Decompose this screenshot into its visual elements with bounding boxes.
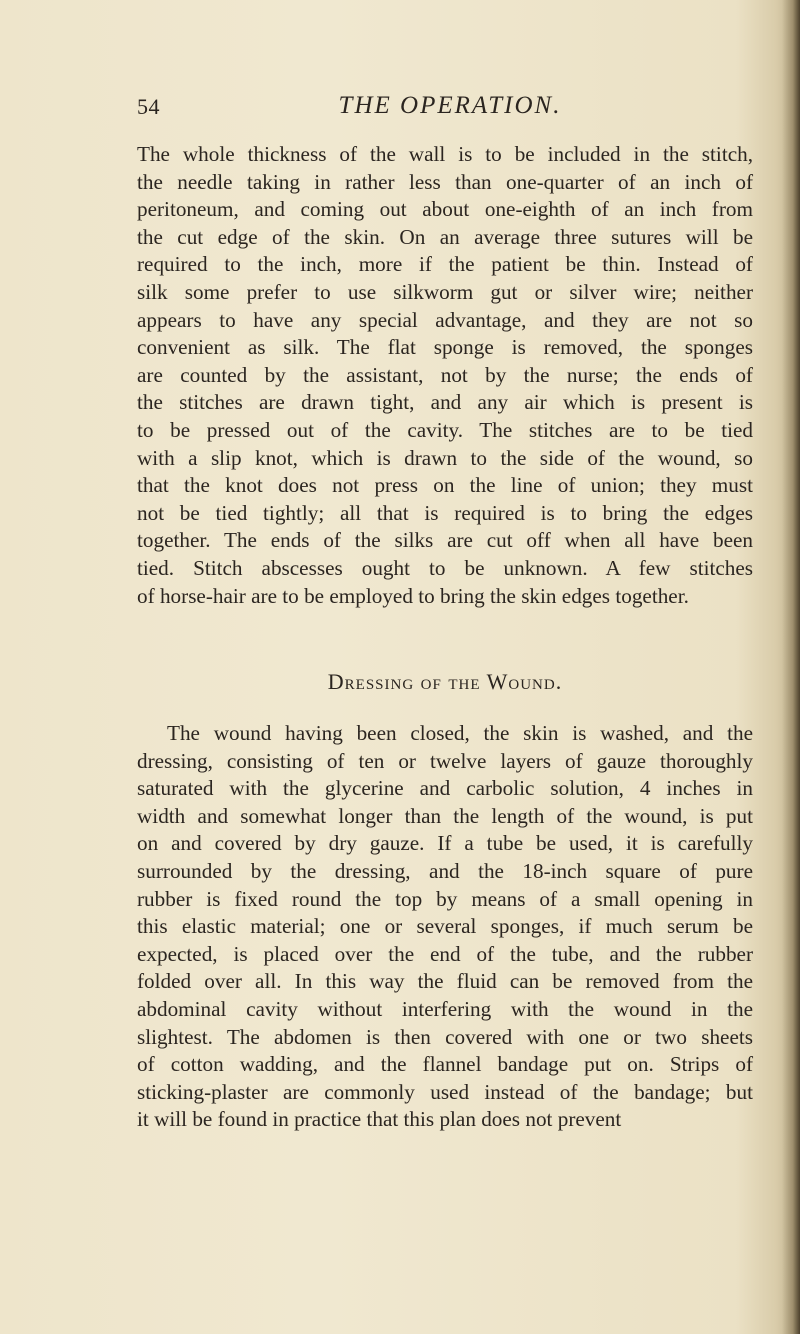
text-line: to be pressed out of the cavity. The stitches are to be tied — [137, 417, 753, 442]
text-line: peritoneum, and coming out about one-eighth of an inch from — [137, 197, 753, 222]
paragraph-1 — [137, 141, 753, 610]
text-line: the cut edge of the skin. On an average three sutures will be — [137, 224, 753, 249]
text-line: on and covered by dry gauze. If a tube be used, it is carefully — [137, 831, 753, 856]
text-line: the stitches are drawn tight, and any air which is present is — [137, 390, 753, 415]
running-head: THE OPERATION. — [338, 92, 562, 119]
text-line: expected, is placed over the end of the tube, and the rubber — [137, 941, 753, 966]
text-line: not be tied tightly; all that is required is to bring the edges — [137, 500, 753, 525]
text-line: saturated with the glycerine and carbolic solution, 4 inches in — [137, 776, 753, 801]
text-line: surrounded by the dressing, and the 18-inch square of pure — [137, 858, 753, 883]
section-heading: Dressing of the Wound. — [327, 669, 563, 694]
text-line: abdominal cavity without interfering with the wound in the — [137, 996, 753, 1021]
text-line: with a slip knot, which is drawn to the side of the wound, so — [137, 445, 753, 470]
text-line: slightest. The abdomen is then covered with one or two sheets — [137, 1024, 753, 1049]
text-line: it will be found in practice that this plan does not prevent — [137, 1107, 622, 1132]
text-line: rubber is fixed round the top by means of a small opening in — [137, 886, 753, 911]
text-line: of horse-hair are to be employed to bring the skin edges together. — [137, 583, 689, 608]
text-line: this elastic material; one or several sponges, if much serum be — [137, 914, 753, 939]
page-number: 54 — [137, 94, 160, 119]
text-line: appears to have any special advantage, and they are not so — [137, 307, 753, 332]
text-line: folded over all. In this way the fluid can be removed from the — [137, 969, 753, 994]
text-line: that the knot does not press on the line of union; they must — [137, 473, 753, 498]
text-line: silk some prefer to use silkworm gut or silver wire; neither — [137, 279, 753, 304]
text-line: of cotton wadding, and the flannel bandage put on. Strips of — [137, 1052, 753, 1077]
text-line: are counted by the assistant, not by the nurse; the ends of — [137, 362, 753, 387]
text-line: sticking-plaster are commonly used instead of the bandage; but — [137, 1079, 753, 1104]
text-line: together. The ends of the silks are cut off when all have been — [137, 528, 753, 553]
text-line: the needle taking in rather less than one-quarter of an inch of — [137, 169, 753, 194]
text-line: The wound having been closed, the skin is washed, and the — [167, 721, 753, 745]
text-line: tied. Stitch abscesses ought to be unknown. A few stitches — [137, 555, 753, 580]
text-line: The whole thickness of the wall is to be included in the stitch, — [137, 142, 753, 166]
page-edge-shadow — [782, 0, 800, 1334]
text-line: required to the inch, more if the patient be thin. Instead of — [137, 252, 753, 277]
text-line: dressing, consisting of ten or twelve layers of gauze thoroughly — [137, 748, 753, 773]
text-line: convenient as silk. The flat sponge is removed, the sponges — [137, 335, 753, 360]
paragraph-2 — [137, 720, 753, 1134]
text-line: width and somewhat longer than the length of the wound, is put — [137, 803, 753, 828]
